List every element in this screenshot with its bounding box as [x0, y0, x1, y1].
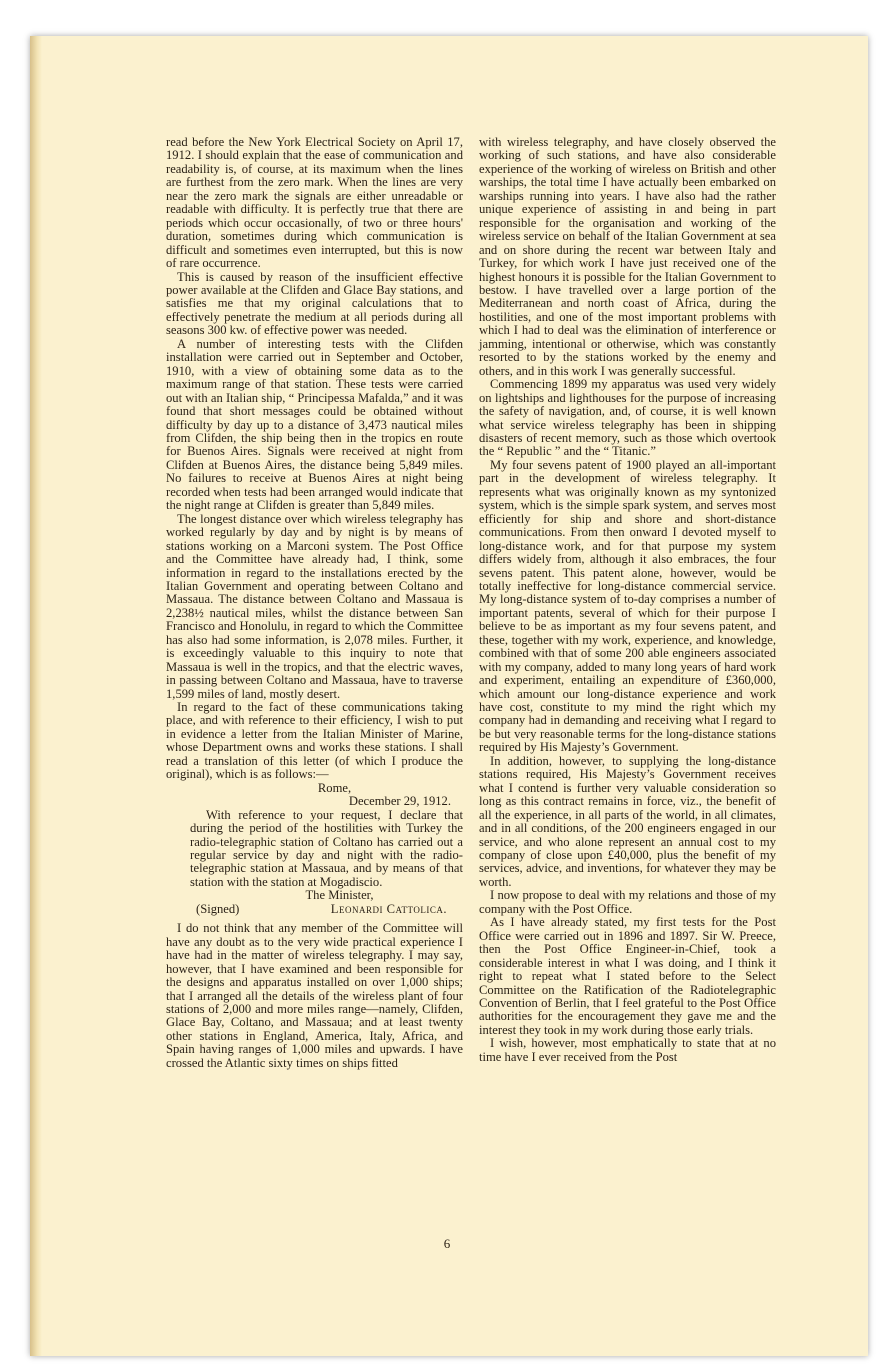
paragraph: I now propose to deal with my relations and those of my company with the Post Office. — [479, 888, 776, 916]
letter-place: Rome, — [317, 780, 352, 795]
paragraph: This is caused by reason of the insufficient effective power available at the Clifden and Glace Bay stations, and satisfies me that my original calculations that to effectively penetrate the medium at all periods during all seasons 300 kw. of effective power was needed. — [166, 269, 463, 338]
signed-label: (Signed) — [196, 901, 240, 916]
paragraph: As I have already stated, my first tests for the Post Office were carried out in 1896 and 1897. Sir W. Preece, then the Post Office Engineer-in-Chief, took a considerable interest in what I was doing, and I think it right to repeat what I stated before to the Select Committee on the Ratification of the Radiotelegraphic Convention of Berlin, that I feel grateful to the Post Office authorities for the encouragement they gave me and the interest they took in my work during those early trials. — [479, 915, 776, 1037]
paragraph: Commencing 1899 my apparatus was used very widely on lightships and lighthouses for the purpose of increasing the safety of navigation, and, of course, it is well known what service wireless telegraphy has been in shipping disasters of recent memory, such as those which overtook the “ Republic ” and the “ Titanic.” — [479, 377, 776, 459]
paragraph: with wireless telegraphy, and have closely observed the working of such stations, and have also considerable experience of the working of wireless on British and other warships, the total time I have actually been embarked on warships running into years. I have also had the rather unique experience of assisting in and being in part responsible for the organisation and working of the wireless service on behalf of the Italian Government at sea and on shore during the recent war between Italy and Turkey, for which work I have just received one of the highest honours it is possible for the Italian Government to bestow. I have travelled over a large portion of the Mediterranean and north coast of Africa, during the hostilities, and one of the most important problems with which I had to deal was the elimination of interference or jamming, intentional or otherwise, which was constantly resorted to by the stations worked by the enemy and others, and in this work I was generally successful. — [479, 135, 776, 378]
paragraph: I wish, however, most emphatically to state that at no time have I ever received from the Post — [479, 1036, 776, 1064]
right-column — [479, 136, 776, 1064]
paragraph: My four sevens patent of 1900 played an all-important part in the development of wireless telegraphy. It represents what was originally known as my syntonized system, which is the simple spark system, and serves most efficiently for ship and shore and short-distance communications. From then onward I devoted myself to long-distance work, and for that purpose my system differs widely from, although it also embraces, the four sevens patent. This patent alone, however, would be totally ineffective for long-distance commercial service. My long-distance system of to-day comprises a number of important patents, several of which for their purpose I believe to be as important as my four sevens patent, and these, together with my work, experience, and knowledge, combined with that of some 200 able engineers associated with my company, added to many long years of hard work and experiment, entailing an expenditure of £360,000, which amount our long-distance experience and work have cost, constitute to my mind the right which my company had in demanding and receiving what I regard to be but very reasonable terms for the long-distance stations required by His Majesty’s Government. — [479, 457, 776, 755]
letter-closing: The Minister, — [305, 888, 374, 903]
left-column — [166, 136, 463, 1070]
paragraph: I do not think that any member of the Committee will have any doubt as to the very wide practical experience I have had in the matter of wireless telegraphy. I may say, however, that I have examined and been responsible for the designs and apparatus installed on over 1,000 ships; that I arranged all the details of the wireless plant of four stations of 2,000 and more miles range—namely, Clifden, Glace Bay, Coltano, and Massaua; and at least twenty other stations in England, America, Italy, Africa, and Spain having ranges of 1,000 miles and upwards. I have crossed the Atlantic sixty times on ships fitted — [166, 921, 463, 1070]
letter-date: December 29, 1912. — [348, 794, 451, 809]
quoted-letter — [166, 782, 463, 917]
paragraph: In addition, however, to supplying the long-distance stations required, His Majesty’s Government receives what I contend is further very valuable consideration so long as this contract remains in force, viz., the benefit of all the experience, in all parts of the world, in all climates, and in all conditions, of the 200 engineers engaged in our service, and who alone represent an annual cost to my company of close upon £40,000, plus the benefit of my services, advice, and inventions, for whatever they may be worth. — [479, 753, 776, 889]
page-spine — [30, 36, 42, 1356]
paragraph: A number of interesting tests with the Clifden installation were carried out in September and October, 1910, with a view of obtaining some data as to the maximum range of that station. These tests were carried out with an Italian ship, “ Principessa Mafalda,” and it was found that short messages could be obtained without difficulty by day up to a distance of 3,473 nautical miles from Clifden, the ship being then in the tropics en route for Buenos Aires. Signals were received at night from Clifden at Buenos Aires, the distance being 5,849 miles. No failures to receive at Buenos Aires at night being recorded when tests had been arranged would indicate that the night range at Clifden is greater than 5,849 miles. — [166, 336, 463, 513]
paragraph: In regard to the fact of these communications taking place, and with reference to their efficiency, I wish to put in evidence a letter from the Italian Minister of Marine, whose Department owns and works these stations. I shall read a translation of this letter (of which I produce the original), which is as follows:— — [166, 700, 463, 782]
paragraph: read before the New York Electrical Society on April 17, 1912. I should explain that the ease of communication and readability is, of course, at its maximum when the lines are furthest from the zero mark. When the lines are very near the zero mark the signals are either unreadable or readable with difficulty. It is perfectly true that there are periods which occur occasionally, of two or three hours' duration, sometimes during which communication is difficult and sometimes even interrupted, but this is now of rare occurrence. — [166, 135, 463, 271]
signatory-name: Leonardi Cattolica. — [330, 901, 447, 916]
letter-body: With reference to your request, I declare that during the period of the hostilities with Turkey the radio-telegraphic station of Coltano has carried out a regular service by day and night with the radio-telegraphic station at Massaua, and by means of that station with the station at Mogadiscio. — [190, 807, 463, 889]
letter-signature — [166, 903, 463, 916]
page-number: 6 — [443, 1236, 451, 1251]
paragraph: The longest distance over which wireless telegraphy has worked regularly by day and by night is by means of stations working on a Marconi system. The Post Office and the Committee have already had, I think, some information in regard to the installations erected by the Italian Government and operating between Coltano and Massaua. The distance between Coltano and Massaua is 2,238½ nautical miles, whilst the distance between San Francisco and Honolulu, in regard to which the Committee has also had some information, is 2,078 miles. Further, it is exceedingly valuable to this inquiry to note that Massaua is well in the tropics, and that the electric waves, in passing between Coltano and Massaua, have to traverse 1,599 miles of land, mostly desert. — [166, 511, 463, 701]
